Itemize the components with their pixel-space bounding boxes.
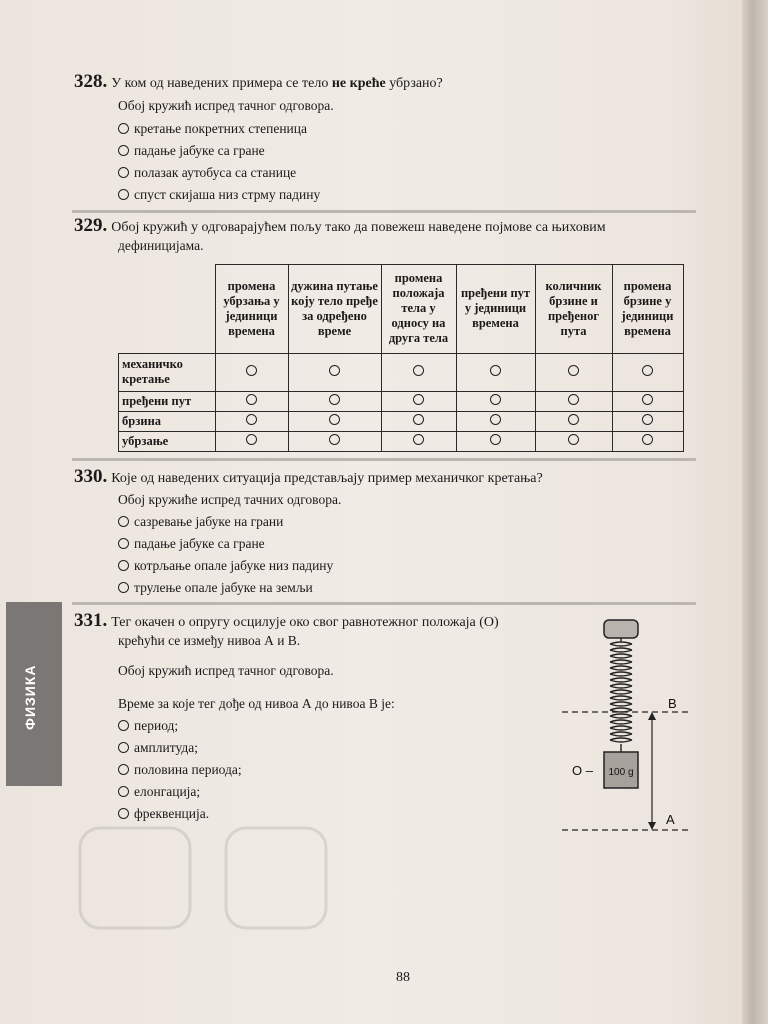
q328-option-label: падање јабуке са гране xyxy=(134,143,265,158)
spring-coil xyxy=(610,638,632,752)
table-cell xyxy=(381,411,456,431)
spring-oscillator-figure xyxy=(560,616,700,838)
answer-circle-icon xyxy=(118,764,129,775)
q331-option xyxy=(118,717,178,735)
q328-option xyxy=(118,164,296,182)
table-corner xyxy=(119,265,216,354)
table-cell xyxy=(215,411,288,431)
q330-option xyxy=(118,579,313,597)
q330-number: 330. xyxy=(74,466,108,487)
table-cell xyxy=(535,391,612,411)
table-header-row xyxy=(119,265,684,354)
spring-mount xyxy=(604,620,638,638)
q329-text-line2: дефиницијама. xyxy=(118,238,204,253)
matching-table xyxy=(118,264,684,452)
table-cell xyxy=(215,431,288,451)
answer-circle-icon xyxy=(568,365,579,376)
table-cell xyxy=(612,431,683,451)
answer-circle-icon xyxy=(642,434,653,445)
q331-text: Тег окачен о опругу осцилује око свог равнотежног положаја (О) xyxy=(111,615,499,630)
q330-option-label: котрљање опале јабуке низ падину xyxy=(134,558,334,573)
table-cell xyxy=(535,431,612,451)
q328-prompt xyxy=(74,73,443,93)
table-cell xyxy=(535,353,612,391)
answer-circle-icon xyxy=(246,394,257,405)
q331-option-label: половина периода; xyxy=(134,762,242,777)
q328-number: 328. xyxy=(74,71,108,92)
answer-circle-icon xyxy=(118,123,129,134)
answer-circle-icon xyxy=(329,434,340,445)
q330-instruction: Обој кружиће испред тачних одговора. xyxy=(118,492,342,507)
q330-text: Које од наведених ситуација представљају пример механичког кретања? xyxy=(111,471,543,486)
arrow-down-icon xyxy=(648,822,656,830)
answer-circle-icon xyxy=(118,808,129,819)
table-row xyxy=(119,391,684,411)
answer-circle-icon xyxy=(490,414,501,425)
answer-circle-icon xyxy=(118,189,129,200)
q330-option xyxy=(118,557,333,575)
q328-text-bold: не креће xyxy=(331,76,386,91)
column-header: промена убрзања у јединици времена xyxy=(215,265,288,354)
table-row xyxy=(119,411,684,431)
table-cell xyxy=(288,391,381,411)
q328-option-label: кретање покретних степеница xyxy=(134,121,308,136)
table-cell xyxy=(381,353,456,391)
answer-circle-icon xyxy=(568,394,579,405)
q330-option xyxy=(118,535,265,553)
answer-circle-icon xyxy=(642,365,653,376)
label-A: A xyxy=(666,812,675,827)
answer-circle-icon xyxy=(490,394,501,405)
answer-circle-icon xyxy=(413,434,424,445)
label-O: O – xyxy=(572,763,593,778)
answer-circle-icon xyxy=(118,582,129,593)
column-header: пређени пут у јединици времена xyxy=(456,265,535,354)
row-header: пређени пут xyxy=(119,391,216,411)
row-header: механичко кретање xyxy=(119,353,216,391)
table-cell xyxy=(535,411,612,431)
answer-circle-icon xyxy=(118,516,129,527)
q328-text-a: У ком од наведених примера се тело xyxy=(111,76,332,91)
section-divider xyxy=(72,458,696,461)
label-B: B xyxy=(668,696,677,711)
answer-circle-icon xyxy=(246,434,257,445)
table-cell xyxy=(215,391,288,411)
q328-option xyxy=(118,186,320,204)
answer-circle-icon xyxy=(413,414,424,425)
answer-circle-icon xyxy=(246,414,257,425)
answer-circle-icon xyxy=(642,394,653,405)
bleed-through-drawing xyxy=(76,818,336,938)
answer-circle-icon xyxy=(246,365,257,376)
q330-option xyxy=(118,513,283,531)
answer-circle-icon xyxy=(118,720,129,731)
answer-circle-icon xyxy=(118,145,129,156)
q329-prompt xyxy=(74,217,606,237)
q331-option-label: амплитуда; xyxy=(134,740,198,755)
column-header: промена брзине у јединици времена xyxy=(612,265,683,354)
answer-circle-icon xyxy=(118,742,129,753)
answer-circle-icon xyxy=(568,434,579,445)
section-divider xyxy=(72,602,696,605)
table-cell xyxy=(381,431,456,451)
answer-circle-icon xyxy=(642,414,653,425)
table-cell xyxy=(215,353,288,391)
table-cell xyxy=(381,391,456,411)
answer-circle-icon xyxy=(490,365,501,376)
table-cell xyxy=(612,391,683,411)
q330-prompt xyxy=(74,468,543,488)
answer-circle-icon xyxy=(118,560,129,571)
table-cell xyxy=(456,353,535,391)
answer-circle-icon xyxy=(118,786,129,797)
q331-option-label: фреквенција. xyxy=(134,806,210,821)
page-number: 88 xyxy=(396,970,410,985)
table-cell xyxy=(612,353,683,391)
table-cell xyxy=(456,411,535,431)
table-cell xyxy=(288,431,381,451)
answer-circle-icon xyxy=(329,394,340,405)
q328-option-label: спуст скијаша низ стрму падину xyxy=(134,187,321,202)
q331-prompt xyxy=(74,612,499,632)
q331-option xyxy=(118,761,242,779)
table-row xyxy=(119,431,684,451)
subject-side-tab-label: ФИЗИКА xyxy=(22,664,38,730)
q331-option-label: елонгација; xyxy=(134,784,201,799)
book-spine xyxy=(742,0,768,1024)
q331-text-line2: крећући се између нивоа А и В. xyxy=(118,633,301,648)
column-header: дужина путање коју тело пређе за одређено време xyxy=(288,265,381,354)
table-cell xyxy=(288,411,381,431)
q331-option xyxy=(118,805,209,823)
q331-option xyxy=(118,739,198,757)
table-row xyxy=(119,353,684,391)
column-header: количник брзине и пређеног пута xyxy=(535,265,612,354)
answer-circle-icon xyxy=(118,167,129,178)
table-cell xyxy=(288,353,381,391)
q328-instruction: Обој кружић испред тачног одговора. xyxy=(118,98,334,113)
q330-option-label: трулење опале јабуке на земљи xyxy=(134,580,313,595)
arrow-up-icon xyxy=(648,712,656,720)
q330-option-label: сазревање јабуке на грани xyxy=(134,514,284,529)
subject-side-tab xyxy=(6,602,62,786)
q328-option xyxy=(118,120,307,138)
mass-label: 100 g xyxy=(608,767,634,778)
table-cell xyxy=(456,391,535,411)
row-header: брзина xyxy=(119,411,216,431)
column-header: промена положаја тела у односу на друга тела xyxy=(381,265,456,354)
answer-circle-icon xyxy=(329,414,340,425)
q330-option-label: падање јабуке са гране xyxy=(134,536,265,551)
q331-question: Време за које тег дође од нивоа А до нивоа В је: xyxy=(118,696,395,711)
q331-instruction: Обој кружић испред тачног одговора. xyxy=(118,663,334,678)
q331-option xyxy=(118,783,200,801)
answer-circle-icon xyxy=(118,538,129,549)
answer-circle-icon xyxy=(413,365,424,376)
answer-circle-icon xyxy=(329,365,340,376)
answer-circle-icon xyxy=(490,434,501,445)
answer-circle-icon xyxy=(413,394,424,405)
table-cell xyxy=(456,431,535,451)
q331-number: 331. xyxy=(74,610,108,631)
q331-option-label: период; xyxy=(134,718,179,733)
row-header: убрзање xyxy=(119,431,216,451)
table-cell xyxy=(612,411,683,431)
section-divider xyxy=(72,210,696,213)
q329-number: 329. xyxy=(74,215,108,236)
q328-text-b: убрзано? xyxy=(385,76,443,91)
q328-option xyxy=(118,142,265,160)
q329-text: Обој кружић у одговарајућем пољу тако да повежеш наведене појмове са њиховим xyxy=(111,220,606,235)
answer-circle-icon xyxy=(568,414,579,425)
q328-option-label: полазак аутобуса са станице xyxy=(134,165,297,180)
